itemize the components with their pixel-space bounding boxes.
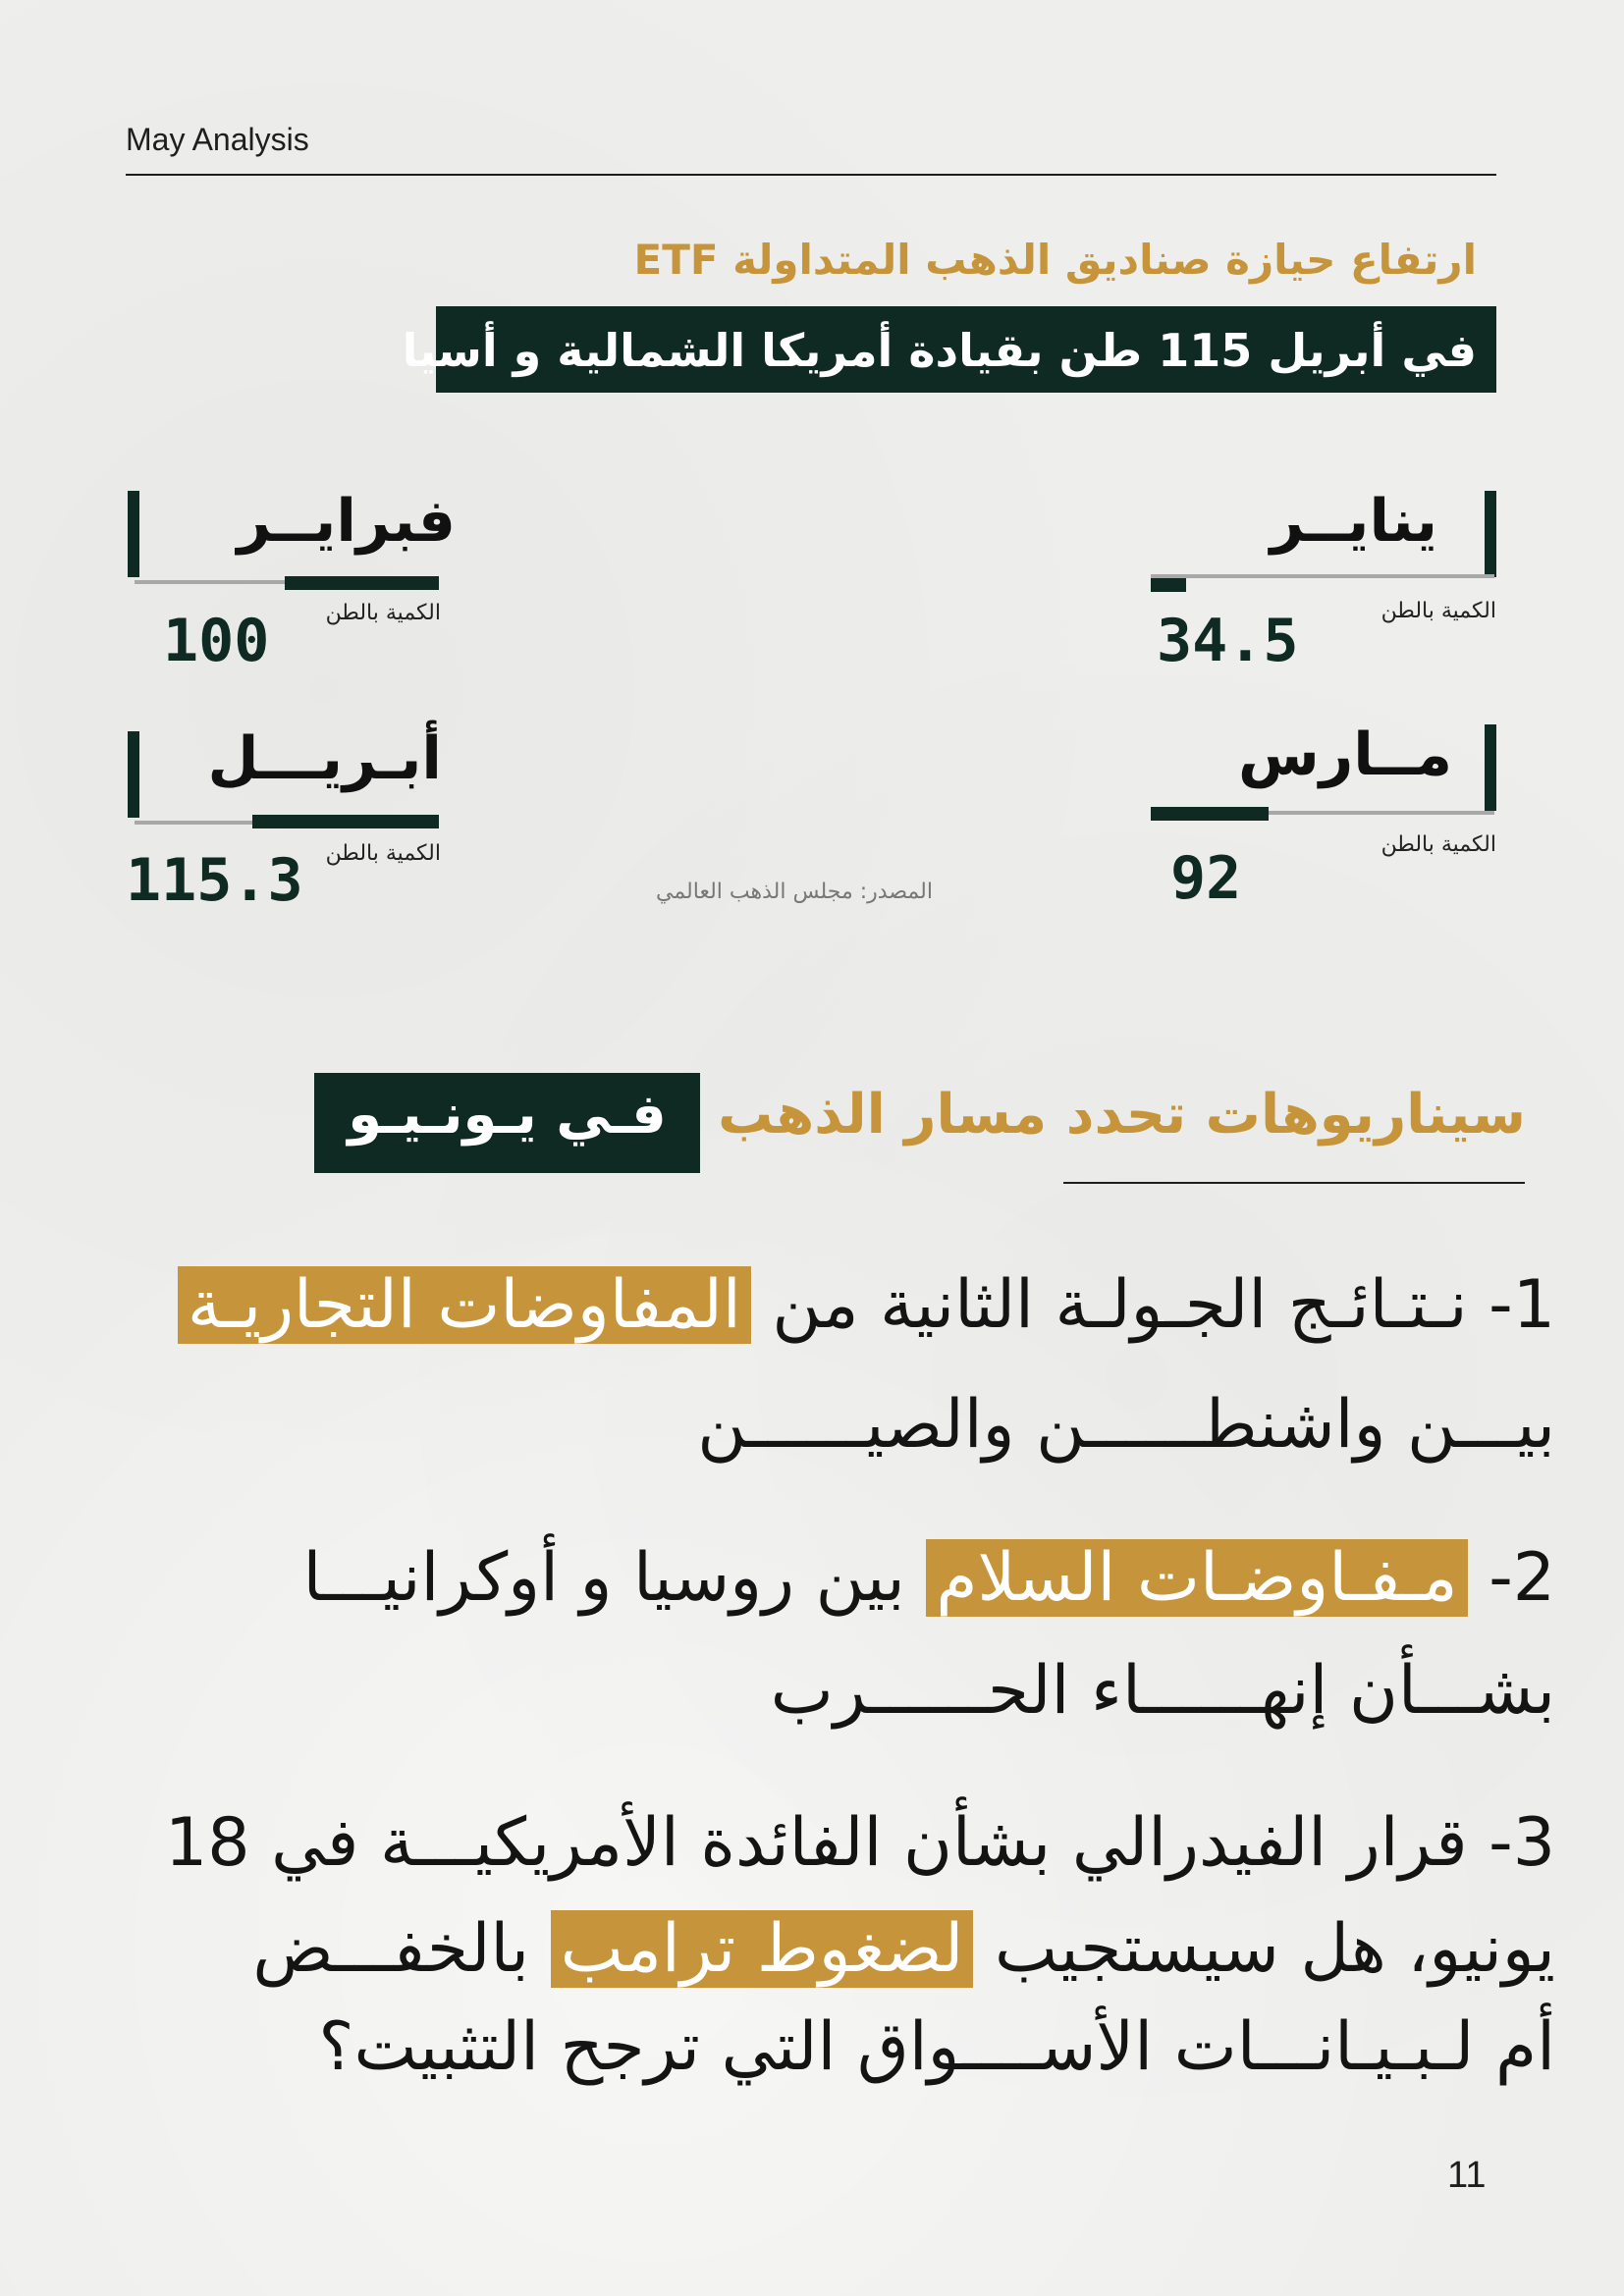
- progress-fill: [1151, 807, 1269, 821]
- header-label: May Analysis: [126, 122, 309, 157]
- month-name: مــارس: [1237, 721, 1452, 789]
- highlight: مـفـاوضـات السلام: [926, 1539, 1467, 1617]
- item-text: 2-: [1467, 1539, 1555, 1617]
- quantity-value: 92: [1170, 844, 1242, 913]
- scenario-item-2-line-2: بشـــأن إنهــــــاء الحــــــرب: [770, 1652, 1555, 1730]
- scenario-item-3-line-3: أم لـبـيـانـــات الأســــواق التي ترجح التثبيت؟: [318, 2008, 1555, 2086]
- accent-bar: [1485, 491, 1496, 577]
- page-number: 11: [1447, 2155, 1487, 2196]
- header-divider: [126, 174, 1496, 176]
- scenario-item-3-line-2: [252, 1910, 1555, 1988]
- source-note: المصدر: مجلس الذهب العالمي: [656, 880, 933, 904]
- item-text: بالخفـــض: [252, 1910, 551, 1988]
- unit-label: الكمية بالطن: [1380, 599, 1496, 623]
- scenario-item-1-line-1: [178, 1266, 1555, 1344]
- item-text: يونيو، هل سيستجيب: [973, 1910, 1555, 1988]
- heading-divider: [1063, 1182, 1525, 1184]
- progress-track: [1151, 574, 1494, 578]
- scenario-item-1-line-2: بيـــن واشنطــــــن والصيــــــن: [697, 1386, 1555, 1464]
- item-text: بين روسيا و أوكرانيـــا: [302, 1539, 927, 1617]
- accent-bar: [128, 731, 139, 818]
- scenario-item-3-line-1: 3- قرار الفيدرالي بشأن الفائدة الأمريكيـــة في 18: [165, 1804, 1555, 1882]
- section-heading: سيناريوهات تحدد مسار الذهب: [718, 1083, 1526, 1147]
- month-name: فبرايــر: [237, 487, 456, 556]
- unit-label: الكمية بالطن: [325, 601, 441, 625]
- page-title: ارتفاع حيازة صناديق الذهب المتداولة ETF: [633, 236, 1477, 284]
- item-text: 1- نـتـائـج الجـولـة الثانية من: [750, 1266, 1555, 1344]
- highlight: لضغوط ترامب: [551, 1910, 974, 1988]
- quantity-value: 115.3: [126, 846, 303, 915]
- unit-label: الكمية بالطن: [325, 841, 441, 866]
- quantity-value: 34.5: [1157, 607, 1299, 675]
- progress-fill: [285, 576, 439, 590]
- unit-label: الكمية بالطن: [1380, 832, 1496, 857]
- month-name: ينايــر: [1270, 487, 1437, 556]
- scenario-item-2-line-1: [303, 1539, 1555, 1617]
- progress-fill: [1151, 578, 1186, 592]
- heading-month: فـي يـونـيـو: [348, 1083, 667, 1147]
- accent-bar: [1485, 724, 1496, 811]
- progress-fill: [252, 815, 439, 828]
- accent-bar: [128, 491, 139, 577]
- month-name: أبـريـــل: [207, 724, 442, 793]
- highlight: المفاوضات التجاريـة: [178, 1266, 751, 1344]
- quantity-value: 100: [163, 607, 270, 675]
- page-subtitle: في أبريل 115 طن بقيادة أمريكا الشمالية و أسيا: [402, 324, 1477, 377]
